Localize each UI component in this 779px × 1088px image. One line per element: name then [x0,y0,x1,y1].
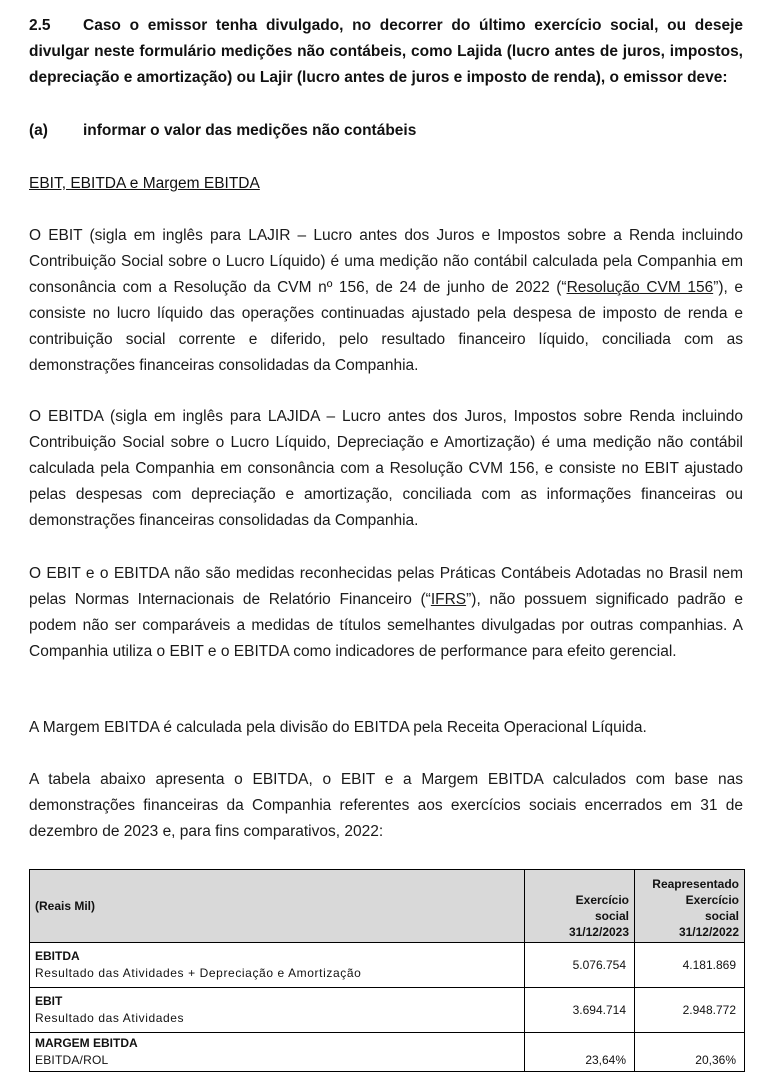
row-subtitle: Resultado das Atividades [35,1011,185,1025]
paragraph-text: ”), não possuem significado padrão e podem não ser comparáveis a medidas de títulos semelhantes divulgadas por outras companhias. A Companhia utiliza o EBIT e o EBITDA como indicadores de performance para efeito gerencial. [29,591,743,660]
value-2022: 4.181.869 [635,943,745,988]
paragraph-ebitda-definition: O EBITDA (sigla em inglês para LAJIDA – Lucro antes dos Juros, Impostos sobre Renda incluindo Contribuição Social sobre o Lucro Líquido, Depreciação e Amortização) é uma medição não contábil calculada pela Companhia em consonância com a Resolução CVM 156, e consiste no EBIT ajustado pelas despesas com depreciação e amortização, conciliada com as informações financeiras ou demonstrações financeiras consolidadas da Companhia. [29,408,743,529]
row-title: MARGEM EBITDA [35,1036,138,1050]
table-row-ebit [30,988,745,1033]
paragraph-ebit-definition [29,223,743,379]
header-line: 31/12/2022 [678,925,739,939]
section-title: EBIT, EBITDA e Margem EBITDA [29,175,260,192]
header-line: Exercício [575,893,630,907]
header-line: Exercício [685,893,739,907]
sub-item-heading [29,118,743,144]
table-header-2022 [635,870,745,943]
section-number: 2.5 [29,17,51,34]
value-2022: 2.948.772 [635,988,745,1033]
paragraph-text: O EBIT (sigla em inglês para LAJIR – Lucro antes dos Juros e Impostos sobre a Renda incluindo Contribuição Social sobre o Lucro Líquido) é uma medição não contábil calculada pela Companhia em consonância com a Resolução da CVM nº 156, de 24 de junho de 2022 (“ [29,227,743,296]
value-2023: 23,64% [525,1033,635,1072]
table-row-margem-ebitda [30,1033,745,1072]
resolucao-cvm-link: Resolução CVM 156 [566,279,714,296]
financial-table [29,869,745,1072]
sub-item-letter: (a) [29,122,48,139]
row-subtitle: Resultado das Atividades + Depreciação e Amortização [35,966,362,980]
section-heading [29,13,743,91]
row-label [30,1033,525,1072]
table-header-2023 [525,870,635,943]
paragraph-ifrs-note [29,561,743,665]
table-header-label: (Reais Mil) [30,870,525,943]
header-line: Reapresentado [652,877,739,891]
header-line: social [594,909,630,923]
row-label [30,943,525,988]
row-title: EBIT [35,994,63,1008]
paragraph-margem-ebitda: A Margem EBITDA é calculada pela divisão do EBITDA pela Receita Operacional Líquida. [29,719,647,736]
value-2023: 5.076.754 [525,943,635,988]
row-title: EBITDA [35,949,80,963]
header-line: social [704,909,739,923]
row-subtitle: EBITDA/ROL [35,1053,109,1067]
header-line: 31/12/2023 [568,925,630,939]
table-row-ebitda [30,943,745,988]
value-2023: 3.694.714 [525,988,635,1033]
sub-item-text: informar o valor das medições não contábeis [83,122,417,139]
row-label [30,988,525,1033]
ifrs-link: IFRS [430,591,467,608]
table-header-row [30,870,745,943]
paragraph-text: O EBIT e o EBITDA não são medidas reconhecidas pelas Práticas Contábeis Adotadas no Brasil nem pelas Normas Internacionais de Relatório Financeiro (“ [29,565,743,608]
section-heading-text: Caso o emissor tenha divulgado, no decorrer do último exercício social, ou deseje divulgar neste formulário medições não contábeis, como Lajida (lucro antes de juros, impostos, depreciação e amortização) ou Lajir (lucro antes de juros e imposto de renda), o emissor deve: [29,17,743,86]
paragraph-text: ”), e consiste no lucro líquido das operações continuadas ajustado pela despesa de imposto de renda e contribuição social corrente e diferido, pelo resultado financeiro líquido, conciliada com as demonstrações financeiras consolidadas da Companhia. [29,279,743,374]
paragraph-table-intro: A tabela abaixo apresenta o EBITDA, o EBIT e a Margem EBITDA calculados com base nas demonstrações financeiras da Companhia referentes aos exercícios sociais encerrados em 31 de dezembro de 2023 e, para fins comparativos, 2022: [29,771,743,840]
value-2022: 20,36% [635,1033,745,1072]
